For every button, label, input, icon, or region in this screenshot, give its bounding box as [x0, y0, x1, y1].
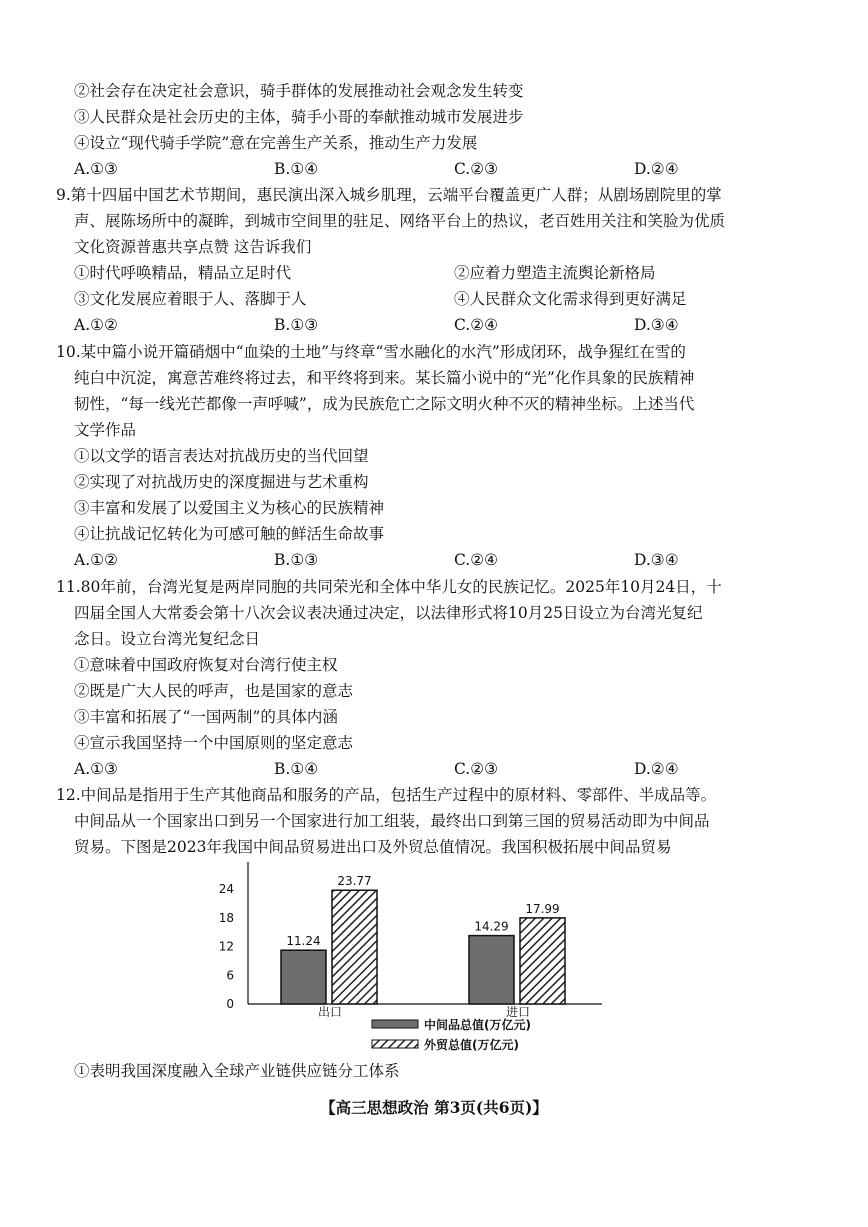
x-category-label: 出口 [317, 1005, 343, 1019]
q9-option-b: B.①③ [274, 316, 319, 334]
q8-item-2: ②社会存在决定社会意识，骑手群体的发展推动社会观念发生转变 [74, 82, 524, 100]
q8-item-3: ③人民群众是社会历史的主体，骑手小哥的奉献推动城市发展进步 [74, 108, 524, 126]
y-tick-label: 18 [218, 910, 234, 925]
data-label: 23.77 [337, 874, 372, 889]
q10-option-c: C.②④ [454, 551, 499, 569]
q12-stem-1: 12.中间品是指用于生产其他商品和服务的产品，包括生产过程中的原材料、零部件、半成品等。 [56, 786, 717, 804]
q10-item-3: ③丰富和发展了以爱国主义为核心的民族精神 [74, 499, 385, 517]
q11-stem-1: 11.80年前，台湾光复是两岸同胞的共同荣光和全体中华儿女的民族记忆。2025年10月24日，十 [56, 578, 722, 596]
q8-option-b: B.①④ [274, 160, 319, 178]
q10-option-a: A.①② [74, 551, 118, 569]
q10-stem-1: 10.某中篇小说开篇硝烟中“血染的土地”与终章“雪水融化的水汽”形成闭环，战争猩红在雪的 [56, 343, 686, 361]
bar-total-1 [520, 918, 565, 1004]
q12-item-1: ①表明我国深度融入全球产业链供应链分工体系 [74, 1062, 400, 1080]
q10-item-1: ①以文学的语言表达对抗战历史的当代回望 [74, 447, 369, 465]
q8-item-4: ④设立“现代骑手学院”意在完善生产关系，推动生产力发展 [74, 134, 478, 152]
q8-option-c: C.②③ [454, 160, 499, 178]
q12-stem-2: 中间品从一个国家出口到另一个国家进行加工组装，最终出口到第三国的贸易活动即为中间品 [74, 812, 710, 830]
q8-option-a: A.①③ [74, 160, 118, 178]
q11-item-2: ②既是广大人民的呼声，也是国家的意志 [74, 682, 354, 700]
y-tick-label: 12 [218, 939, 234, 954]
q11-item-3: ③丰富和拓展了“一国两制”的具体内涵 [74, 708, 338, 726]
q9-stem-1: 9.第十四届中国艺术节期间，惠民演出深入城乡肌理，云端平台覆盖更广人群；从剧场剧院里的掌 [56, 186, 722, 204]
q9-option-d: D.③④ [634, 316, 679, 334]
q9-option-a: A.①② [74, 316, 118, 334]
q11-option-d: D.②④ [634, 760, 679, 778]
q9-option-c: C.②④ [454, 316, 499, 334]
legend-label: 外贸总值(万亿元) [424, 1038, 519, 1052]
q11-stem-2: 四届全国人大常委会第十八次会议表决通过决定，以法律形式将10月25日设立为台湾光复纪 [74, 604, 703, 622]
legend-swatch [372, 1020, 418, 1028]
q10-stem-3: 韧性，“每一线光芒都像一声呼喊”，成为民族危亡之际文明火种不灭的精神坐标。上述当代 [74, 395, 695, 413]
q11-item-4: ④宣示我国坚持一个中国原则的坚定意志 [74, 734, 354, 752]
legend-label: 中间品总值(万亿元) [424, 1018, 531, 1032]
x-category-label: 进口 [505, 1005, 531, 1019]
q8-option-d: D.②④ [634, 160, 679, 178]
q10-item-4: ④让抗战记忆转化为可感可触的鲜活生命故事 [74, 525, 385, 543]
q10-option-d: D.③④ [634, 551, 679, 569]
q11-item-1: ①意味着中国政府恢复对台湾行使主权 [74, 656, 338, 674]
q10-item-2: ②实现了对抗战历史的深度掘进与艺术重构 [74, 473, 369, 491]
bar-intermediate-1 [469, 936, 514, 1004]
bar-intermediate-0 [281, 950, 326, 1004]
y-tick-label: 24 [218, 882, 234, 897]
q9-stem-3: 文化资源普惠共享点赞 这告诉我们 [74, 238, 312, 256]
q9-item-3: ③文化发展应着眼于人、落脚于人 [74, 290, 307, 308]
q11-option-b: B.①④ [274, 760, 319, 778]
data-label: 14.29 [474, 919, 509, 934]
q10-stem-4: 文学作品 [74, 421, 137, 439]
q9-item-4: ④人民群众文化需求得到更好满足 [454, 290, 687, 308]
bar-total-0 [332, 890, 377, 1004]
q9-item-2: ②应着力塑造主流舆论新格局 [454, 264, 656, 282]
q10-option-b: B.①③ [274, 551, 319, 569]
q11-option-c: C.②③ [454, 760, 499, 778]
trade-bar-chart [200, 862, 640, 1062]
q12-stem-3: 贸易。下图是2023年我国中间品贸易进出口及外贸总值情况。我国积极拓展中间品贸易 [74, 838, 672, 856]
q10-stem-2: 纯白中沉淀，寓意苦难终将过去，和平终将到来。某长篇小说中的“光”化作具象的民族精神 [74, 369, 695, 387]
y-tick-label: 0 [226, 997, 234, 1011]
q9-stem-2: 声、展陈场所中的凝眸，到城市空间里的驻足、网络平台上的热议，老百姓用关注和笑脸为优质 [74, 212, 726, 230]
q11-option-a: A.①③ [74, 760, 118, 778]
page-footer: 【高三思想政治 第3页(共6页)】 [320, 1098, 548, 1117]
q9-item-1: ①时代呼唤精品，精品立足时代 [74, 264, 292, 282]
data-label: 17.99 [525, 901, 560, 916]
y-tick-label: 6 [226, 968, 234, 983]
q11-stem-3: 念日。设立台湾光复纪念日 [74, 630, 261, 648]
data-label: 11.24 [286, 934, 321, 949]
legend-swatch [372, 1040, 418, 1048]
